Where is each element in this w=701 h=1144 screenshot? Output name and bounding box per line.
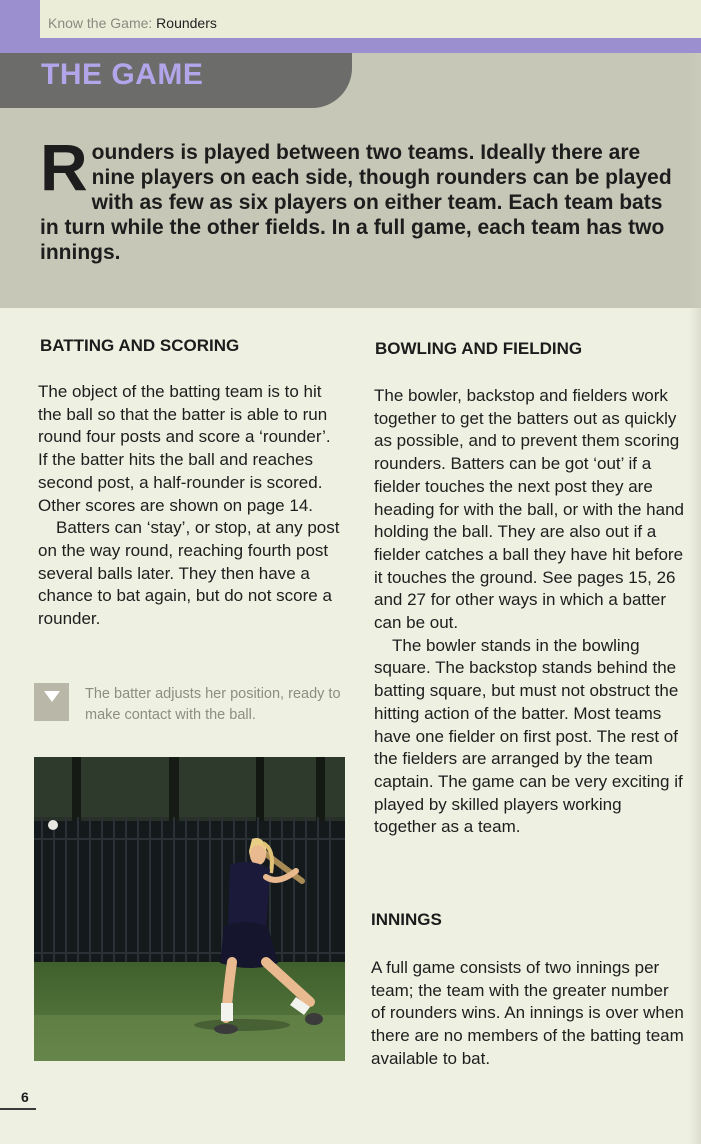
photo-caption: The batter adjusts her position, ready to make contact with the ball.: [85, 686, 341, 723]
batting-section: [38, 381, 344, 631]
bowling-paragraph-2: The bowler stands in the bowling square. The backstop stands behind the batting square, but must not obstruct the hitting action of the batter. Most teams have one fielder on first post. The rest of the fielders are arranged by the team captain. The game can be very exciting if played by skilled players working together as a team.: [374, 635, 683, 837]
intro-text: ounders is played between two teams. Ideally there are nine players on each side, though rounders can be played with as few as six players on either team. Each team bats in turn while the other fields. In a full game, each team has two innings.: [40, 141, 672, 264]
running-head-prefix: Know the Game:: [48, 15, 157, 31]
left-accent-strip: [0, 0, 40, 53]
innings-paragraph-1: A full game consists of two innings per team; the team with the greater number of rounders wins. An innings is over when there are no members of the batting team available to bat.: [371, 958, 684, 1068]
page-number-rule: [0, 1108, 36, 1110]
page-edge-shadow: [689, 53, 701, 1144]
bowling-paragraph-1: The bowler, backstop and fielders work together to get the batters out as quickly as possible, and to prevent them scoring rounders. Batters can be got ‘out’ if a fielder touches the next post they are heading for with the ball, or with the hand holding the ball. They are also out if a fielder catches a ball they have hit before it touches the ground. See pages 15, 26 and 27 for other ways in which a batter can be out.: [374, 386, 684, 633]
down-triangle-icon: [44, 691, 60, 702]
batting-heading: BATTING AND SCORING: [40, 336, 240, 355]
running-head-section: Rounders: [156, 15, 217, 31]
batter-photo: [34, 757, 345, 1061]
batting-paragraph-2: Batters can ‘stay’, or stop, at any post on the way round, reaching fourth post several balls later. They then have a chance to bat again, but do not score a rounder.: [38, 518, 340, 629]
caption-marker: [34, 683, 69, 721]
batter-photo-illustration: [34, 757, 345, 1061]
intro-paragraph: [40, 130, 680, 265]
bowling-section: [374, 385, 686, 839]
purple-header-bar: [40, 38, 701, 53]
page-number: 6: [21, 1089, 29, 1105]
innings-heading: INNINGS: [371, 910, 442, 929]
page-title: THE GAME: [41, 58, 204, 91]
innings-section: [371, 957, 686, 1071]
bowling-heading: BOWLING AND FIELDING: [375, 339, 583, 358]
batting-paragraph-1: The object of the batting team is to hit the ball so that the batter is able to run round four posts and score a ‘rounder’. If the batter hits the ball and reaches second post, a half-rounder is scored. Other scores are shown on page 14.: [38, 382, 331, 515]
running-head: [48, 15, 217, 31]
drop-cap: R: [40, 130, 88, 204]
